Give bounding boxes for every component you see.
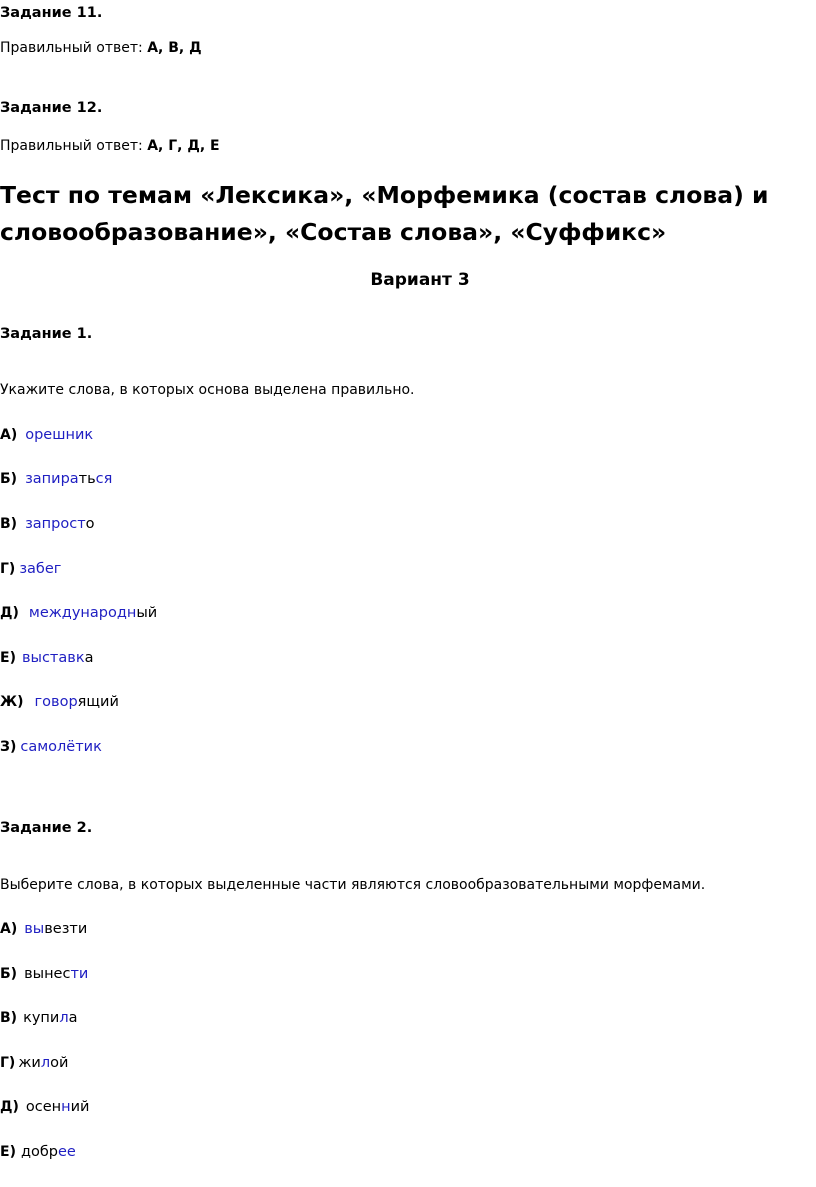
word-stem: международн	[28, 605, 137, 621]
word-ending: ый	[136, 605, 158, 621]
word-part: купи	[23, 1010, 60, 1026]
word-stem: запира	[25, 471, 79, 487]
task11-heading: Задание 11.	[0, 5, 103, 21]
option-letter: Е)	[0, 650, 16, 666]
answer-value: А, Г, Д, Е	[147, 138, 220, 154]
option-letter: Д)	[0, 1099, 19, 1115]
word-part: жи	[18, 1055, 41, 1071]
task1-option	[0, 470, 112, 488]
word-part: а	[68, 1010, 78, 1026]
option-letter: Б)	[0, 966, 18, 982]
task1-option	[0, 604, 157, 622]
option-word	[18, 1054, 68, 1072]
word-part: ий	[70, 1099, 90, 1115]
task1-option	[0, 738, 102, 756]
option-word	[23, 1009, 77, 1027]
highlighted-morpheme: л	[40, 1055, 51, 1071]
word-part: осен	[25, 1099, 62, 1115]
task1-option	[0, 426, 93, 444]
word-stem: забег	[19, 561, 62, 577]
option-word	[25, 426, 93, 444]
word-stem: запрост	[25, 516, 86, 532]
option-letter: Б)	[0, 471, 18, 487]
option-word	[25, 515, 94, 533]
option-word	[29, 604, 157, 622]
option-letter: В)	[0, 516, 18, 532]
highlighted-morpheme: ее	[58, 1144, 76, 1160]
word-stem: ся	[95, 471, 113, 487]
option-word	[24, 965, 88, 983]
option-letter: В)	[0, 1010, 18, 1026]
task2-option	[0, 965, 88, 983]
option-word	[22, 649, 94, 667]
answer-label: Правильный ответ:	[0, 40, 148, 56]
option-letter: Ж)	[0, 694, 24, 710]
highlighted-morpheme: н	[61, 1099, 71, 1115]
word-part: добр	[20, 1144, 59, 1160]
word-stem: орешник	[25, 427, 94, 443]
task1-option	[0, 515, 95, 533]
task2-option	[0, 1098, 89, 1116]
answer-value: А, В, Д	[147, 40, 202, 56]
task2-option	[0, 1009, 78, 1027]
task1-option	[0, 560, 61, 578]
word-part: ой	[50, 1055, 69, 1071]
highlighted-morpheme: вы	[24, 921, 45, 937]
option-word	[20, 738, 102, 756]
option-word	[19, 560, 61, 578]
word-ending: о	[85, 516, 95, 532]
word-stem: выставк	[21, 650, 85, 666]
task1-option	[0, 649, 93, 667]
option-word	[24, 920, 87, 938]
task1-heading: Задание 1.	[0, 326, 93, 342]
task1-option	[0, 693, 119, 711]
answer-label: Правильный ответ:	[0, 138, 148, 154]
word-part: вынес	[24, 966, 71, 982]
option-letter: Д)	[0, 605, 19, 621]
task2-option	[0, 1054, 68, 1072]
highlighted-morpheme: л	[59, 1010, 69, 1026]
task2-option	[0, 920, 87, 938]
option-letter: Г)	[0, 1055, 16, 1071]
task2-heading: Задание 2.	[0, 820, 93, 836]
option-word	[21, 1143, 76, 1161]
option-letter: Е)	[0, 1144, 16, 1160]
word-ending: ть	[78, 471, 96, 487]
option-letter: З)	[0, 739, 17, 755]
option-letter: Г)	[0, 561, 16, 577]
word-part: везти	[44, 921, 88, 937]
word-stem: говор	[34, 694, 78, 710]
task1-question: Укажите слова, в которых основа выделена правильно.	[0, 382, 415, 398]
option-word	[26, 1098, 90, 1116]
word-ending: а	[84, 650, 94, 666]
option-letter: А)	[0, 427, 18, 443]
word-stem: самолётик	[20, 739, 102, 755]
test-title-line-2: словообразование», «Состав слова», «Суффикс»	[0, 218, 667, 246]
option-word	[35, 693, 119, 711]
highlighted-morpheme: ти	[70, 966, 89, 982]
word-ending: ящий	[77, 694, 119, 710]
task12-answer-line	[0, 137, 220, 155]
task2-question: Выберите слова, в которых выделенные части являются словообразовательными морфемами.	[0, 877, 706, 893]
option-word	[25, 470, 112, 488]
test-title-line-1: Тест по темам «Лексика», «Морфемика (состав слова) и	[0, 181, 769, 209]
task2-option	[0, 1143, 76, 1161]
option-letter: А)	[0, 921, 18, 937]
task11-answer-line	[0, 39, 202, 57]
variant-heading: Вариант 3	[370, 270, 470, 290]
task12-heading: Задание 12.	[0, 100, 103, 116]
